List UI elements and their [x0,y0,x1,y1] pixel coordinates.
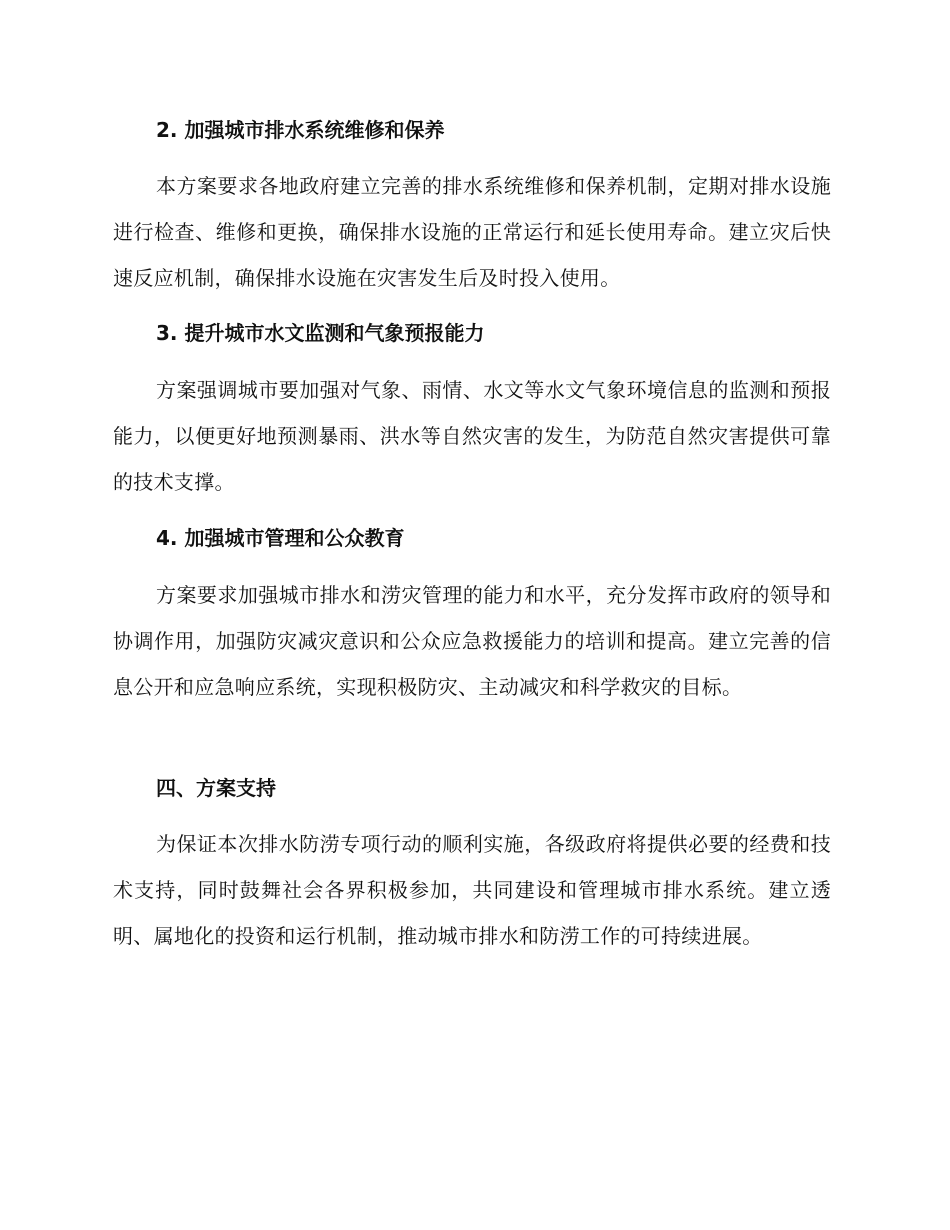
section-body-support: 为保证本次排水防涝专项行动的顺利实施，各级政府将提供必要的经费和技术支持，同时鼓舞社会各界积极参加，共同建设和管理城市排水系统。建立透明、属地化的投资和运行机制，推动城市排水和防涝工作的可持续进展。 [113,832,831,948]
section-heading-management: 4. 加强城市管理和公众教育 [156,526,405,550]
section-heading-monitoring: 3. 提升城市水文监测和气象预报能力 [156,321,485,345]
section-body-monitoring: 方案强调城市要加强对气象、雨情、水文等水文气象环境信息的监测和预报能力，以便更好地预测暴雨、洪水等自然灾害的发生，为防范自然灾害提供可靠的技术支撑。 [113,378,831,494]
section-heading-support: 四、方案支持 [156,776,276,800]
section-body-maintenance: 本方案要求各地政府建立完善的排水系统维修和保养机制，定期对排水设施进行检查、维修和更换，确保排水设施的正常运行和延长使用寿命。建立灾后快速反应机制，确保排水设施在灾害发生后及时投入使用。 [113,174,831,290]
section-body-management: 方案要求加强城市排水和涝灾管理的能力和水平，充分发挥市政府的领导和协调作用，加强防灾减灾意识和公众应急救援能力的培训和提高。建立完善的信息公开和应急响应系统，实现积极防灾、主动减灾和科学救灾的目标。 [113,583,831,699]
section-heading-maintenance: 2. 加强城市排水系统维修和保养 [156,118,445,142]
